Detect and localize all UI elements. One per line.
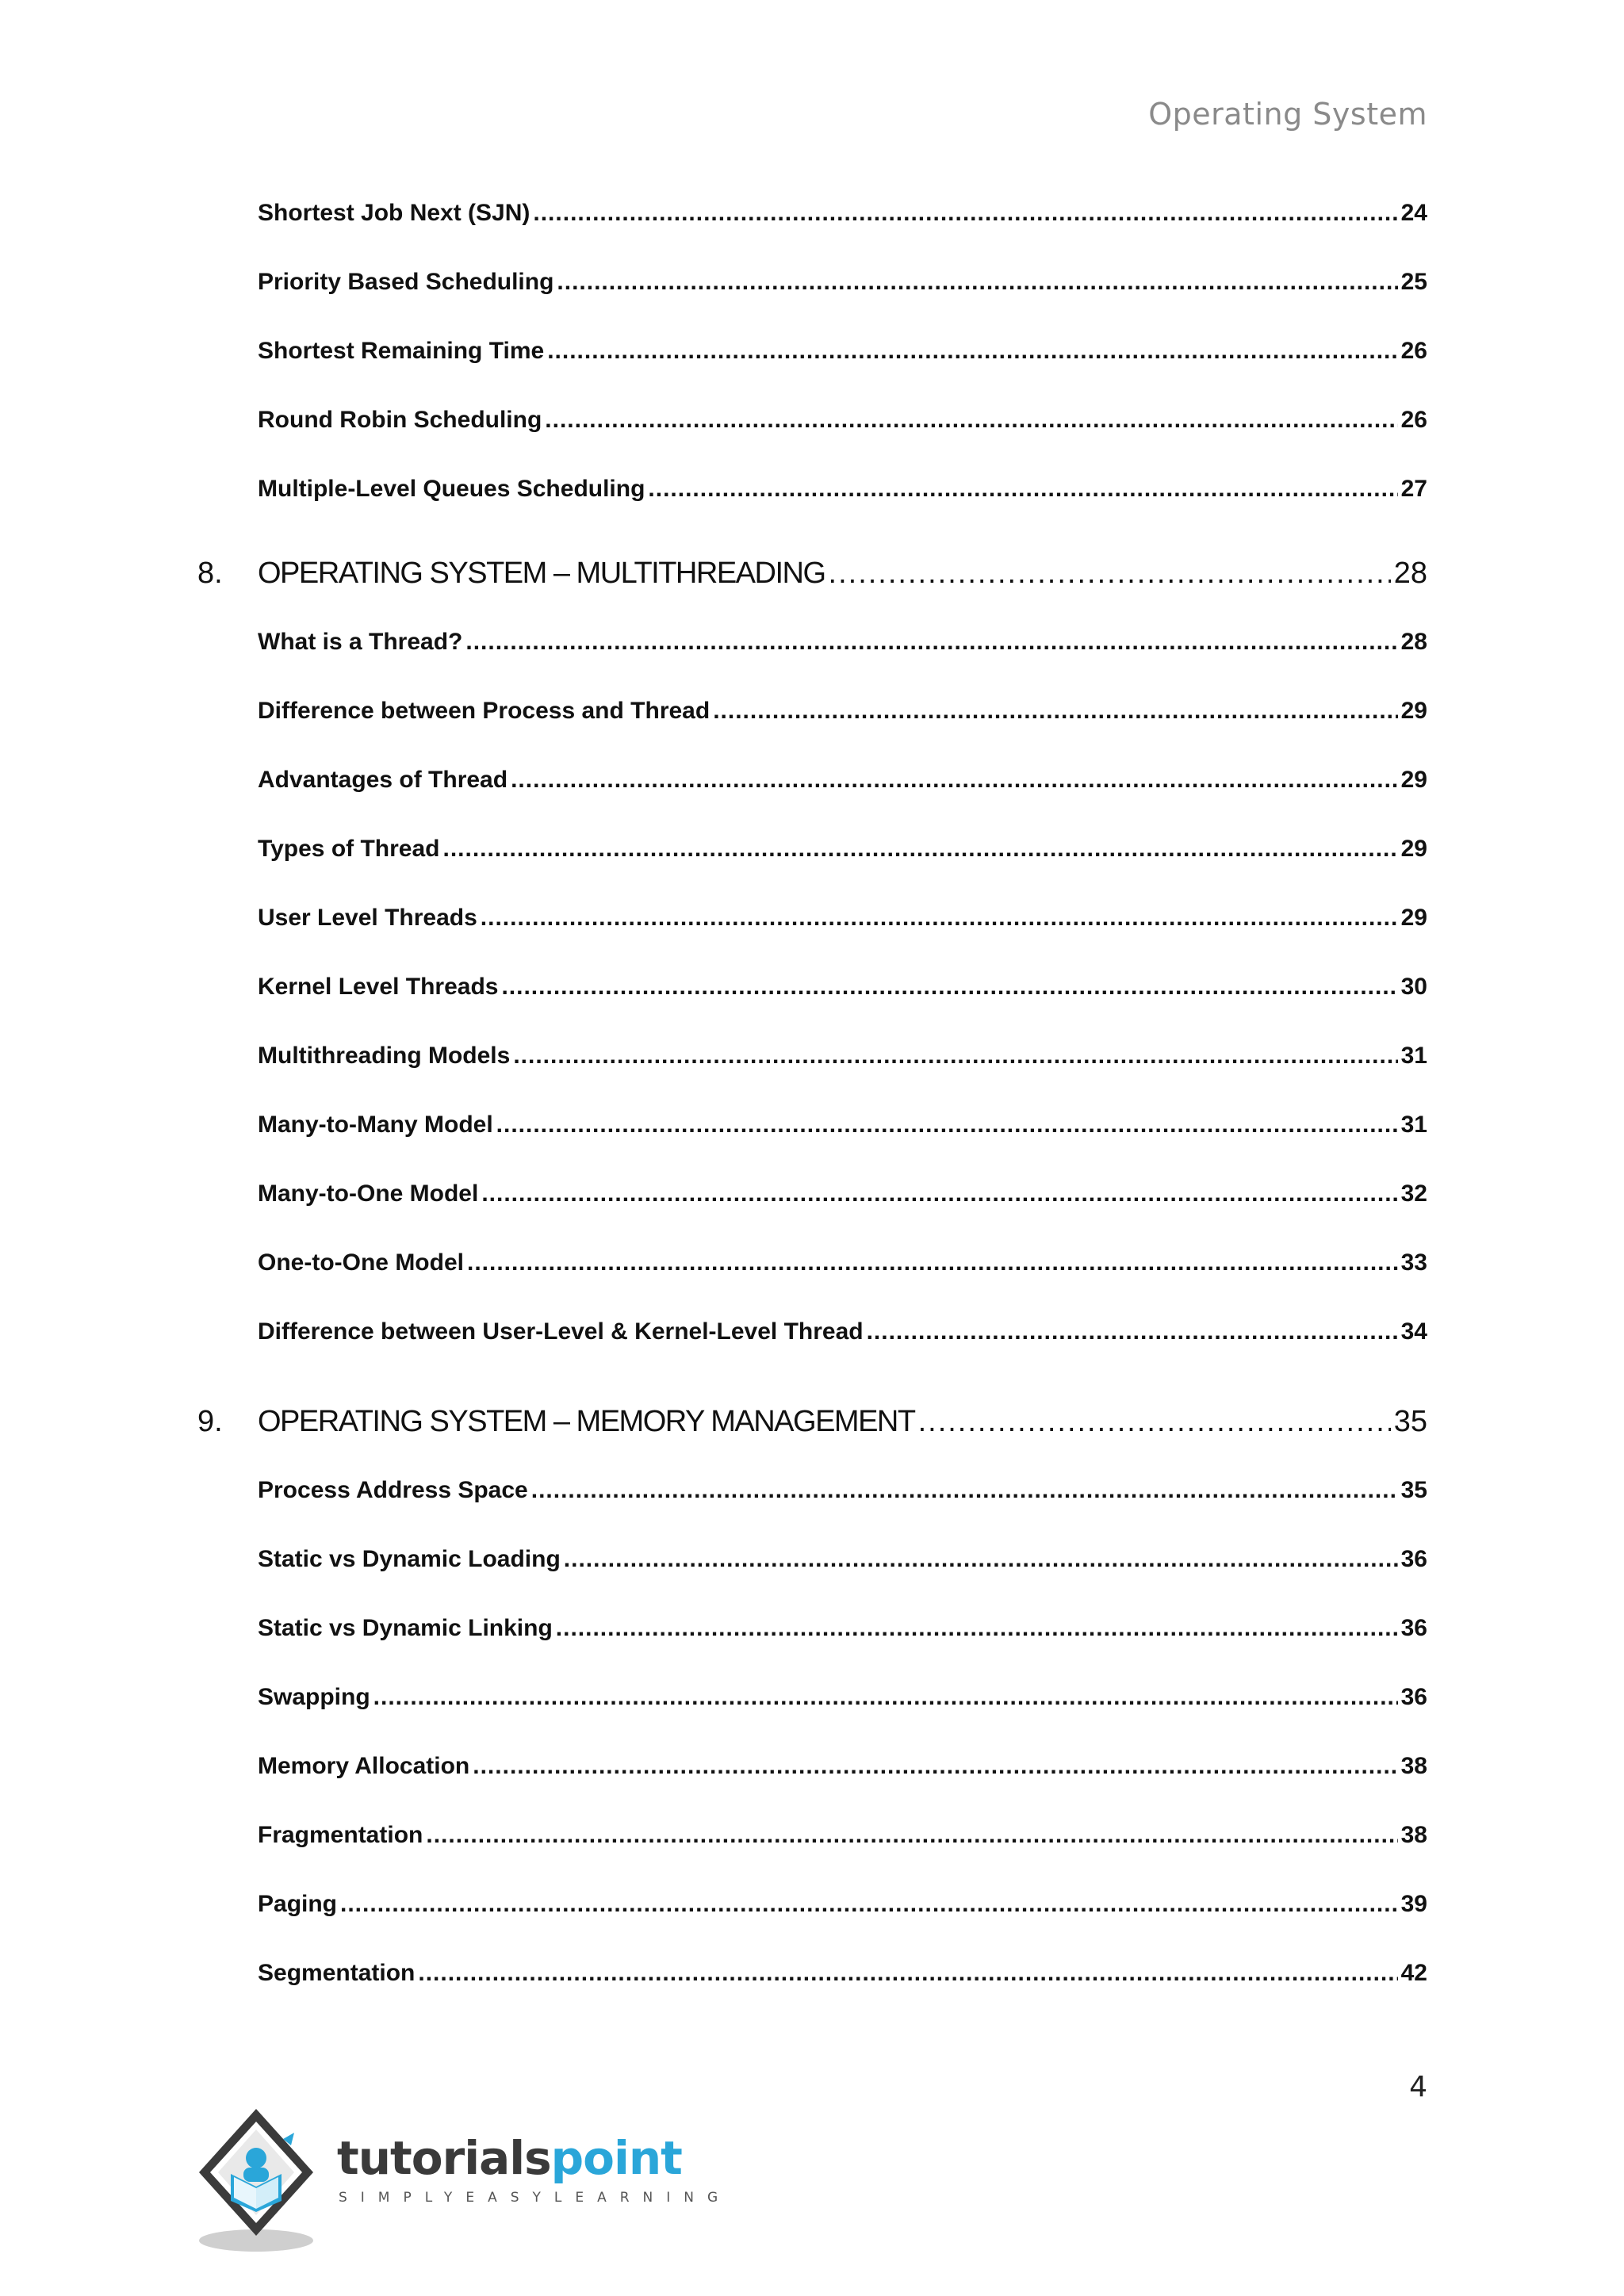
toc-page-number: 29 — [1400, 698, 1427, 724]
dot-leader — [496, 1112, 1398, 1138]
toc-entry-row[interactable] — [258, 1318, 1427, 1345]
dot-leader — [547, 338, 1397, 365]
dot-leader — [533, 200, 1397, 227]
toc-page-number: 30 — [1400, 974, 1427, 1000]
toc-page-number: 35 — [1393, 1405, 1427, 1438]
page-number: 4 — [1409, 2071, 1427, 2103]
toc-entry-title: Fragmentation — [258, 1822, 423, 1848]
toc-entry-title: One-to-One Model — [258, 1249, 464, 1276]
dot-leader — [501, 974, 1397, 1001]
toc-entry-row[interactable] — [258, 1684, 1427, 1711]
dot-leader — [918, 1405, 1391, 1439]
dot-leader — [867, 1318, 1398, 1345]
dot-leader — [481, 905, 1398, 932]
dot-leader — [564, 1546, 1398, 1573]
running-header: Operating System — [1148, 97, 1427, 132]
toc-entry-title: Paging — [258, 1891, 338, 1917]
toc-entry-title: Memory Allocation — [258, 1753, 470, 1779]
toc-entry-row[interactable] — [258, 1477, 1427, 1504]
toc-page-number: 26 — [1400, 338, 1427, 364]
toc-entry-title: Swapping — [258, 1684, 370, 1710]
toc-page-number: 33 — [1400, 1249, 1427, 1276]
toc-entry-row[interactable] — [258, 905, 1427, 932]
toc-page-number: 36 — [1400, 1615, 1427, 1641]
toc-page-number: 38 — [1400, 1822, 1427, 1848]
toc-section-row[interactable] — [197, 557, 1427, 591]
toc-entry-title: Shortest Remaining Time — [258, 338, 545, 364]
toc-page-number: 36 — [1400, 1546, 1427, 1572]
toc-entry-title: Difference between User-Level & Kernel-Level Thread — [258, 1318, 864, 1345]
toc-entry-title: What is a Thread? — [258, 629, 463, 655]
toc-entry-row[interactable] — [258, 476, 1427, 503]
toc-entry-row[interactable] — [258, 1249, 1427, 1276]
dot-leader — [531, 1477, 1398, 1504]
toc-page-number: 28 — [1400, 629, 1427, 655]
toc-page-number: 24 — [1400, 200, 1427, 226]
toc-entry-row[interactable] — [258, 1753, 1427, 1780]
dot-leader — [373, 1684, 1398, 1711]
toc-entry-row[interactable] — [258, 1960, 1427, 1987]
toc-entry-row[interactable] — [258, 1043, 1427, 1070]
toc-page-number: 42 — [1400, 1960, 1427, 1986]
dot-leader — [556, 1615, 1398, 1642]
toc-page-number: 27 — [1400, 476, 1427, 502]
dot-leader — [442, 836, 1397, 863]
toc-page-number: 29 — [1400, 905, 1427, 931]
toc-page-number: 38 — [1400, 1753, 1427, 1779]
toc-entry-row[interactable] — [258, 338, 1427, 365]
toc-page-number: 31 — [1400, 1112, 1427, 1138]
toc-entry-row[interactable] — [258, 767, 1427, 794]
logo-word-tutorials: tutorials — [337, 2131, 551, 2185]
toc-page-number: 26 — [1400, 407, 1427, 433]
toc-entry-row[interactable] — [258, 836, 1427, 863]
toc-entry-row[interactable] — [258, 1822, 1427, 1849]
toc-page-number: 34 — [1400, 1318, 1427, 1345]
dot-leader — [713, 698, 1397, 725]
toc-page-number: 36 — [1400, 1684, 1427, 1710]
toc-page-number: 29 — [1400, 767, 1427, 793]
toc-page-number: 29 — [1400, 836, 1427, 862]
toc-page-number: 31 — [1400, 1043, 1427, 1069]
toc-entry-title: Difference between Process and Thread — [258, 698, 710, 724]
dot-leader — [513, 1043, 1397, 1070]
dot-leader — [418, 1960, 1397, 1987]
toc-entry-row[interactable] — [258, 629, 1427, 656]
toc-entry-title: Kernel Level Threads — [258, 974, 499, 1000]
toc-entry-title: Shortest Job Next (SJN) — [258, 200, 530, 226]
toc-entry-title: User Level Threads — [258, 905, 477, 931]
toc-section-number: 9. — [197, 1405, 223, 1438]
toc-entry-title: Static vs Dynamic Linking — [258, 1615, 553, 1641]
toc-entry-row[interactable] — [258, 1546, 1427, 1573]
toc-entry-title: Many-to-Many Model — [258, 1112, 493, 1138]
toc-entry-title: Types of Thread — [258, 836, 440, 862]
toc-entry-title: OPERATING SYSTEM – MULTITHREADING — [258, 557, 825, 590]
toc-entry-title: OPERATING SYSTEM – MEMORY MANAGEMENT — [258, 1405, 915, 1438]
logo-emblem-icon — [194, 2101, 353, 2260]
toc-page-number: 25 — [1400, 269, 1427, 295]
toc-page-number: 28 — [1393, 557, 1427, 590]
dot-leader — [340, 1891, 1398, 1918]
toc-entry-row[interactable] — [258, 698, 1427, 725]
logo-tagline: SIMPLYEASYLEARNING — [339, 2190, 732, 2206]
toc-entry-title: Segmentation — [258, 1960, 416, 1986]
toc-entry-row[interactable] — [258, 1181, 1427, 1207]
toc-entry-row[interactable] — [258, 407, 1427, 434]
toc-entry-row[interactable] — [258, 200, 1427, 227]
toc-entry-title: Process Address Space — [258, 1477, 528, 1503]
logo-word-point: point — [550, 2131, 682, 2185]
toc-entry-row[interactable] — [258, 269, 1427, 296]
dot-leader — [557, 269, 1397, 296]
toc-page-number: 39 — [1400, 1891, 1427, 1917]
toc-entry-row[interactable] — [258, 1112, 1427, 1138]
dot-leader — [473, 1753, 1397, 1780]
dot-leader — [481, 1181, 1397, 1207]
toc-entry-title: Priority Based Scheduling — [258, 269, 554, 295]
dot-leader — [426, 1822, 1397, 1849]
logo-wordmark — [337, 2131, 682, 2185]
toc-entry-title: Many-to-One Model — [258, 1181, 479, 1207]
tutorialspoint-logo — [194, 2101, 732, 2260]
dot-leader — [511, 767, 1398, 794]
toc-page-number: 35 — [1400, 1477, 1427, 1503]
toc-entry-row[interactable] — [258, 974, 1427, 1001]
toc-entry-row[interactable] — [258, 1615, 1427, 1642]
dot-leader — [465, 629, 1397, 656]
toc-entry-title: Multithreading Models — [258, 1043, 511, 1069]
dot-leader — [467, 1249, 1398, 1276]
toc-page-number: 32 — [1400, 1181, 1427, 1207]
toc-entry-title: Advantages of Thread — [258, 767, 508, 793]
dot-leader — [545, 407, 1397, 434]
toc-entry-title: Multiple-Level Queues Scheduling — [258, 476, 645, 502]
dot-leader — [648, 476, 1397, 503]
toc-section-number: 8. — [197, 557, 223, 590]
toc-section-row[interactable] — [197, 1405, 1427, 1439]
toc-entry-row[interactable] — [258, 1891, 1427, 1918]
dot-leader — [829, 557, 1391, 591]
toc-entry-title: Static vs Dynamic Loading — [258, 1546, 561, 1572]
toc-entry-title: Round Robin Scheduling — [258, 407, 542, 433]
